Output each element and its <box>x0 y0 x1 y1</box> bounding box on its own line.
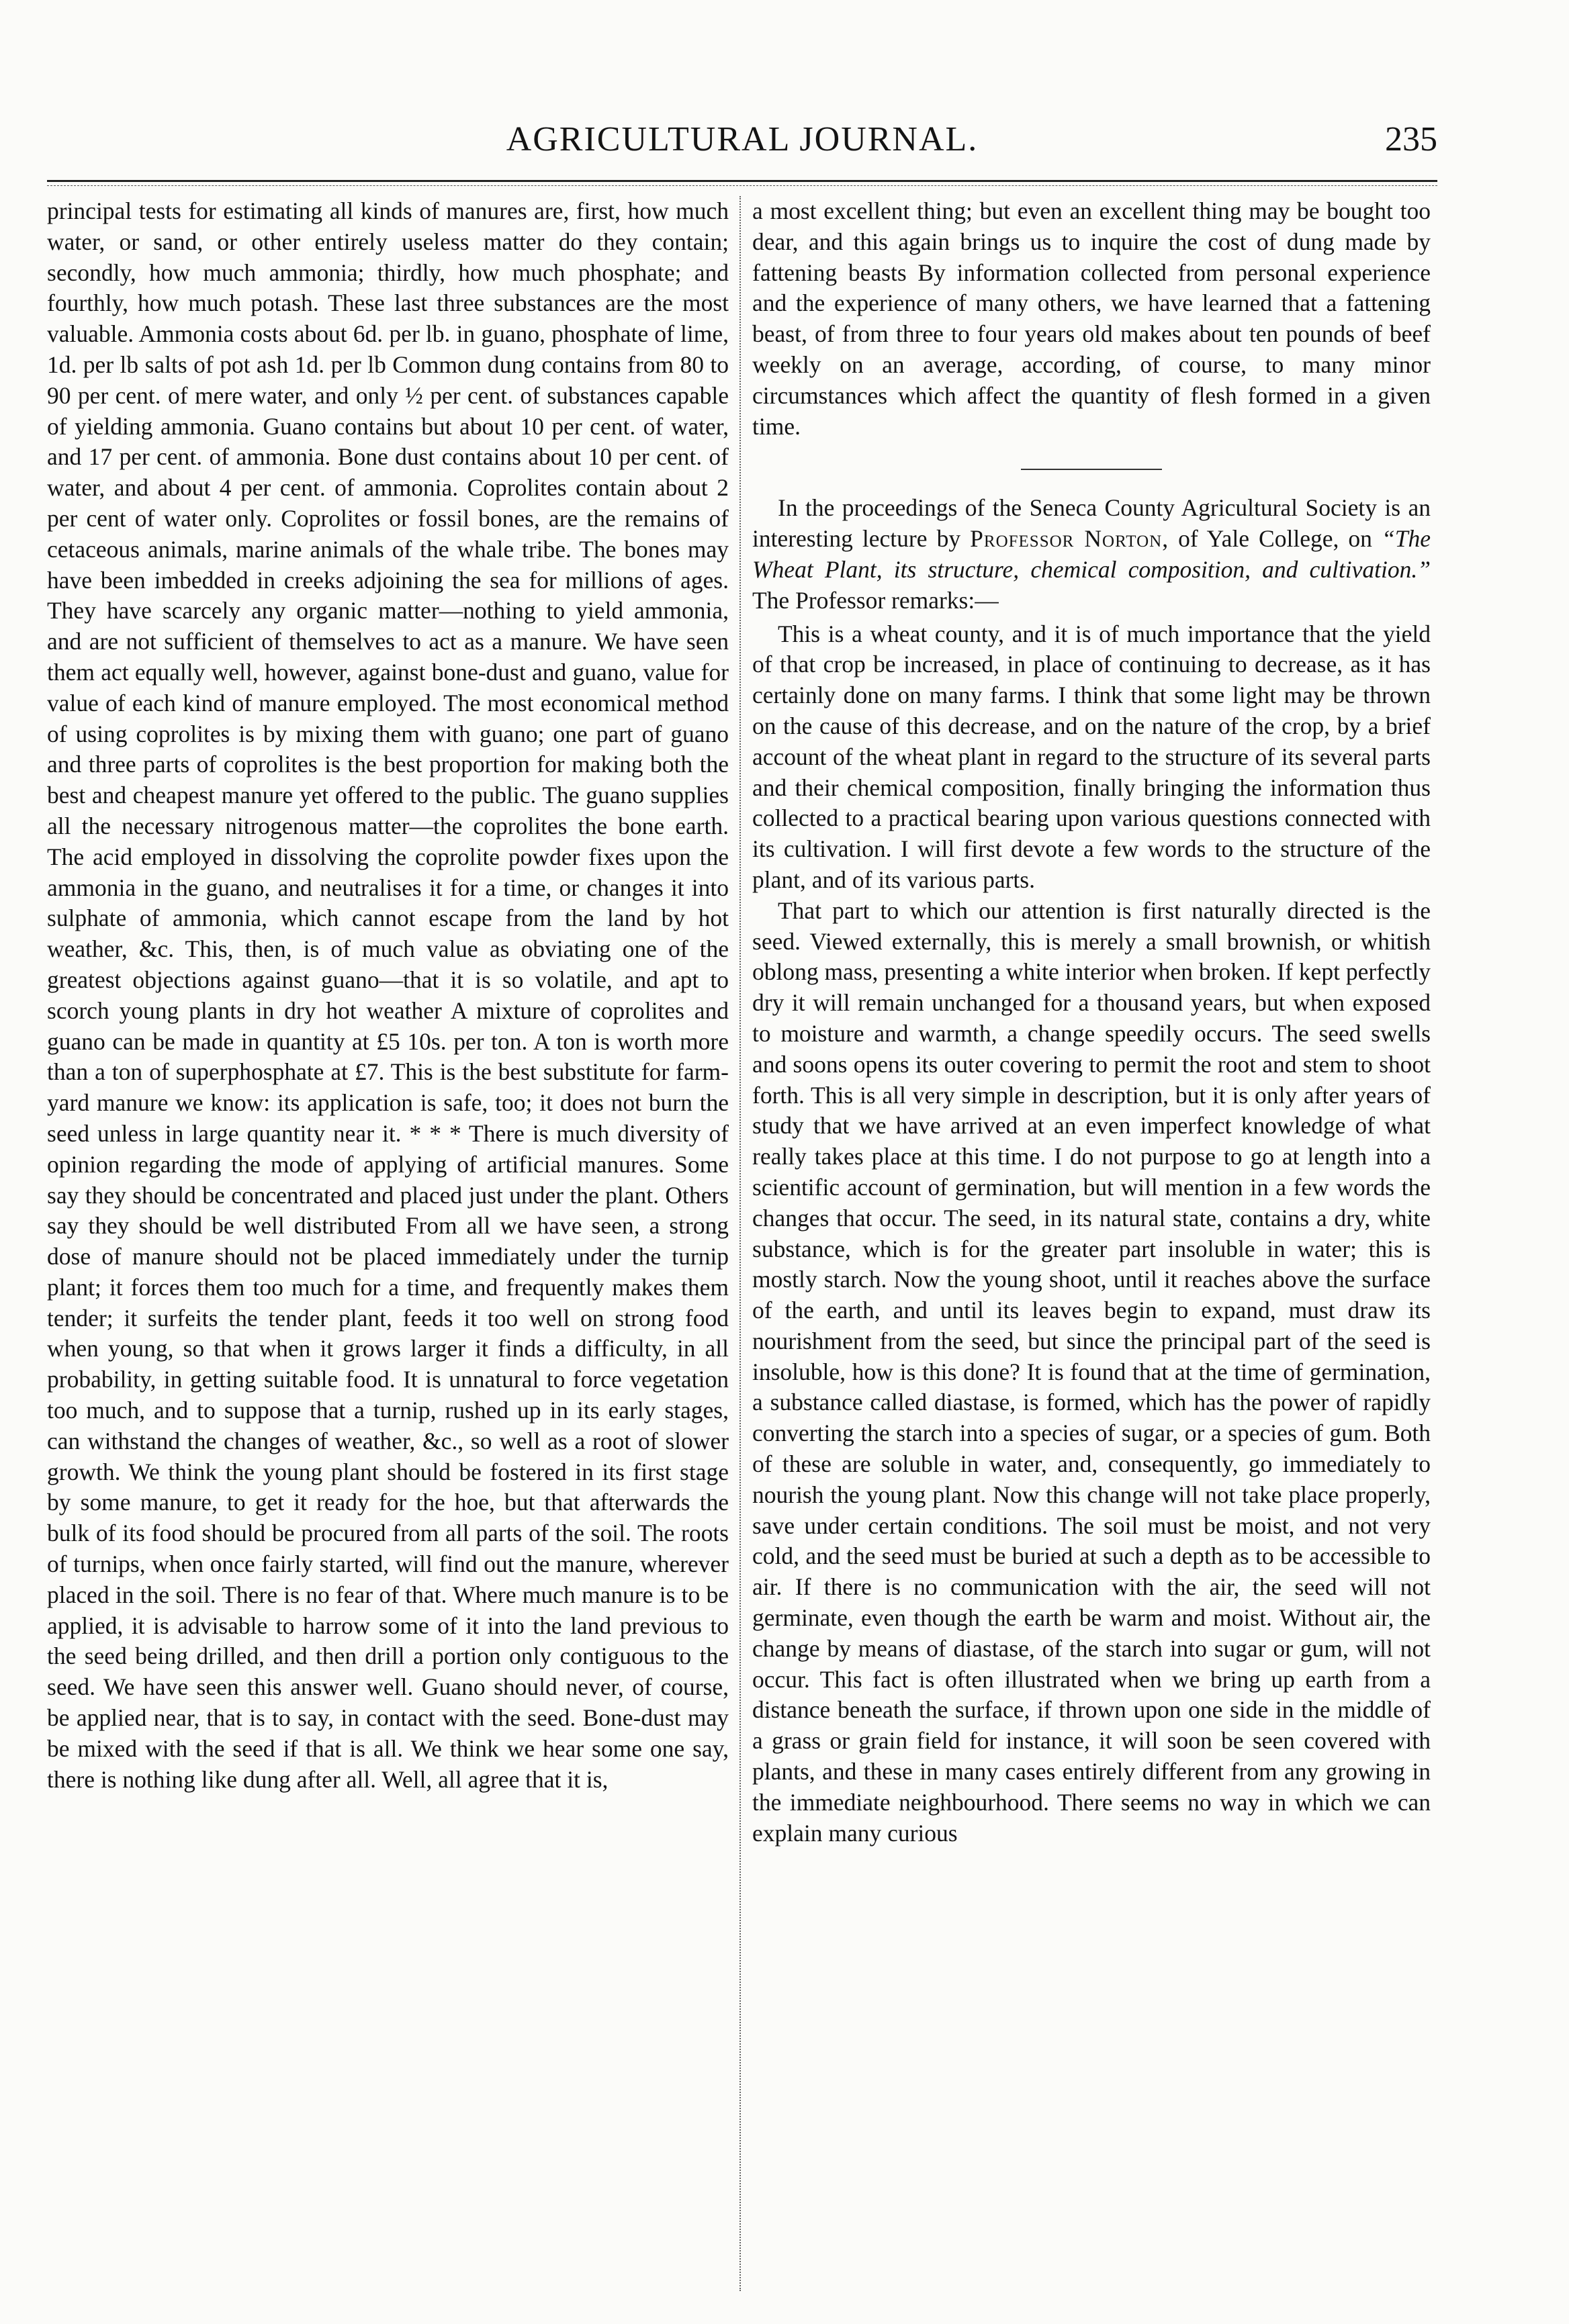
left-column <box>47 196 729 1795</box>
lecture-introduction <box>752 493 1431 616</box>
page-header <box>47 120 1437 167</box>
section-divider <box>1021 469 1162 470</box>
continued-paragraph: a most excellent thing; but even an excellent thing may be bought too dear, and this again brings us to inquire the cost of dung made by fattening beasts By information collected from personal experience and the experience of many others, we have learned that a fattening beast, of from three to four years old makes about ten pounds of beef weekly on an average, according, of course, to many minor circumstances which affect the quantity of flesh formed in a given time. <box>752 197 1431 440</box>
intro-tail: The Professor remarks:— <box>752 586 999 614</box>
header-rule-dashed <box>47 185 1437 186</box>
left-column-text: principal tests for estimating all kinds of manures are, first, how much water, or sand, or other entirely useless matter do they contain; secondly, how much ammonia; thirdly, how much phosphate; and fourthly, how much potash. These last three substances are the most valuable. Ammonia costs about 6d. per lb. in guano, phosphate of lime, 1d. per lb salts of pot ash 1d. per lb Common dung contains from 80 to 90 per cent. of mere water, and only ½ per cent. of substances capable of yielding ammonia. Guano contains but about 10 per cent. of water, and 17 per cent. of ammonia. Bone dust contains about 10 per cent. of water, and about 4 per cent. of ammonia. Coprolites contain about 2 per cent of water only. Coprolites or fossil bones, are the remains of cetaceous animals, marine animals of the whale tribe. The bones may have been imbedded in creeks adjoining the sea for millions of ages. They have scarcely any organic matter—nothing to yield ammonia, and are not sufficient of themselves to act as a manure. We have seen them act equally well, however, against bone-dust and guano, value for value of each kind of manure employed. The most economical method of using coprolites is by mixing them with guano; one part of guano and three parts of coprolites is the best proportion for making both the best and cheapest manure yet offered to the public. The guano supplies all the necessary nitrogenous matter—the coprolites the bone earth. The acid employed in dissolving the coprolite powder fixes upon the ammonia in the guano, and neutralises it for a time, or changes it into sulphate of ammonia, which cannot escape from the land by hot weather, &c. This, then, is of much value as obviating one of the greatest objections against guano—that it is so volatile, and apt to scorch young plants in dry hot weather A mixture of coprolites and guano can be made in quantity at £5 10s. per ton. A ton is worth more than a ton of superphosphate at £7. This is the best substitute for farm-yard manure we know: its application is safe, too; it does not burn the seed unless in large quantity near it. * * * There is much diversity of opinion regarding the mode of applying of artificial manures. Some say they should be concentrated and placed just under the plant. Others say they should be well distributed From all we have seen, a strong dose of manure should not be placed immediately under the turnip plant; it forces them too much for a time, and frequently makes them tender; it surfeits the tender plant, feeds it too well on strong food when young, so that when it grows larger it finds a difficulty, in all probability, in getting suitable food. It is unnatural to force vegetation too much, and to suppose that a turnip, rushed up in its early stages, can withstand the changes of weather, &c., so well as a root of slower growth. We think the young plant should be fostered in its first stage by some manure, to get it ready for the hoe, but that afterwards the bulk of its food should be procured from all parts of the soil. The roots of turnips, when once fairly started, will find out the manure, wherever placed in the soil. There is no fear of that. Where much manure is to be applied, it is advisable to harrow some of it into the land previous to the seed being drilled, and then drill a portion only contiguous to the seed. We have seen this answer well. Guano should never, of course, be applied near, that is to say, in contact with the seed. Bone-dust may be mixed with the seed if that is all. We think we hear some one say, there is nothing like dung after all. Well, all agree that it is, <box>47 197 729 1793</box>
lecture-paragraph-2: That part to which our attention is first naturally directed is the seed. Viewed externally, this is merely a small brownish, or whitish oblong mass, presenting a white interior when broken. If kept perfectly dry it will remain unchanged for a thousand years, but when exposed to moisture and warmth, a change speedily occurs. The seed swells and soons opens its outer covering to permit the root and stem to shoot forth. This is all very simple in description, but it is only after years of study that we have arrived at an even imperfect knowledge of what really takes place at this time. I do not purpose to go at length into a scientific account of germination, but will mention in a few words the changes that occur. The seed, in its natural state, contains a dry, white substance, which is for the greater part insoluble in water; this is mostly starch. Now the young shoot, until it reaches above the surface of the earth, and until its leaves begin to expand, must draw its nourishment from the seed, but since the principal part of the seed is insoluble, how is this done? It is found that at the time of germination, a substance called diastase, is formed, which has the power of rapidly converting the starch into a species of sugar, or a species of gum. Both of these are soluble in water, and, consequently, go immediately to nourish the young plant. Now this change will not take place properly, save under certain conditions. The soil must be moist, and not very cold, and the seed must be buried at such a depth as to be accessible to air. If there is no communication with the air, the seed will not germinate, even though the earth be warm and moist. Without air, the change by means of diastase, of the starch into sugar or gum, will not occur. This fact is often illustrated when we bring up earth from a distance beneath the surface, if thrown upon one side in the middle of a grass or grain field for instance, it will soon be seen covered with plants, and these in many cases entirely different from any growing in the immediate neighbourhood. There seems no way in which we can explain many curious <box>752 896 1431 1847</box>
intro-before-name: In the proceedings of the Seneca County Agricultural Society is an interesting lecture by <box>752 494 1431 553</box>
column-divider <box>739 196 741 2291</box>
lecture-title: “The Wheat Plant, its structure, chemical composition, and cultivation.” <box>752 525 1431 583</box>
intro-after-name: of Yale College, on <box>1178 525 1372 553</box>
header-rule <box>47 180 1437 182</box>
professor-name: Professor Norton, <box>970 525 1169 553</box>
running-title: AGRICULTURAL JOURNAL. <box>506 120 979 158</box>
page-number: 235 <box>1385 120 1437 158</box>
right-column <box>752 196 1431 1849</box>
lecture-paragraph-1: This is a wheat county, and it is of much importance that the yield of that crop be increased, in place of continuing to decrease, as it has certainly done on many farms. I think that some light may be thrown on the cause of this decrease, and on the nature of the crop, by a brief account of the wheat plant in regard to the structure of its several parts and their chemical composition, finally bringing the information thus collected to a practical bearing upon various questions connected with its cultivation. I will first devote a few words to the structure of the plant, and of its various parts. <box>752 620 1431 893</box>
